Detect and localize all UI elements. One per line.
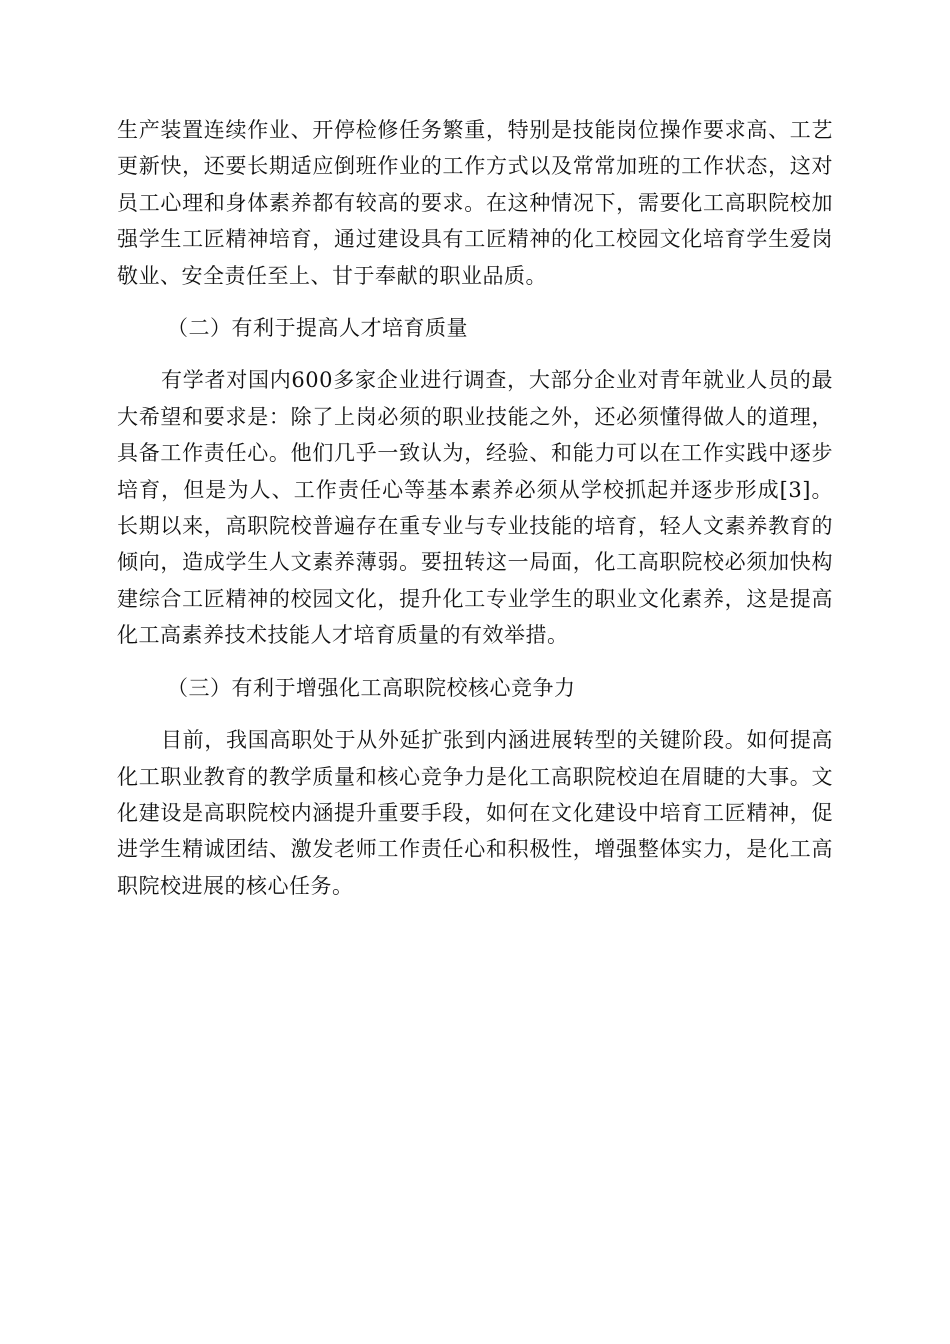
paragraph-body-2: 有学者对国内600多家企业进行调查，大部分企业对青年就业人员的最大希望和要求是：除了上岗必须的职业技能之外，还必须懂得做人的道理，具备工作责任心。他们几乎一致认为，经验、和能力可以在工作实践中逐步培育，但是为人、工作责任心等基本素养必须从学校抓起并逐步形成[3]。长期以来，高职院校普遍存在重专业与专业技能的培育，轻人文素养教育的倾向，造成学生人文素养薄弱。要扭转这一局面，化工高职院校必须加快构建综合工匠精神的校园文化，提升化工专业学生的职业文化素养，这是提高化工高素养技术技能人才培育质量的有效举措。 bbox=[117, 368, 833, 648]
paragraph-body-1: 生产装置连续作业、开停检修任务繁重，特别是技能岗位操作要求高、工艺更新快，还要长期适应倒班作业的工作方式以及常常加班的工作状态，这对员工心理和身体素养都有较高的要求。在这种情况下，需要化工高职院校加强学生工匠精神培育，通过建设具有工匠精神的化工校园文化培育学生爱岗敬业、安全责任至上、甘于奉献的职业品质。 bbox=[117, 118, 833, 288]
document-page bbox=[117, 112, 833, 904]
paragraph-gap bbox=[117, 294, 833, 310]
paragraph-gap bbox=[117, 346, 833, 362]
section-heading-3: （三）有利于增强化工高职院校核心竞争力 bbox=[167, 675, 576, 700]
paragraph-gap bbox=[117, 654, 833, 670]
paragraph-body-3: 目前，我国高职处于从外延扩张到内涵进展转型的关键阶段。如何提高化工职业教育的教学质量和核心竞争力是化工高职院校迫在眉睫的大事。文化建设是高职院校内涵提升重要手段，如何在文化建设中培育工匠精神，促进学生精诚团结、激发老师工作责任心和积极性，增强整体实力，是化工高职院校进展的核心任务。 bbox=[117, 728, 833, 898]
section-heading-2: （二）有利于提高人才培育质量 bbox=[167, 316, 468, 341]
paragraph-gap bbox=[117, 706, 833, 722]
